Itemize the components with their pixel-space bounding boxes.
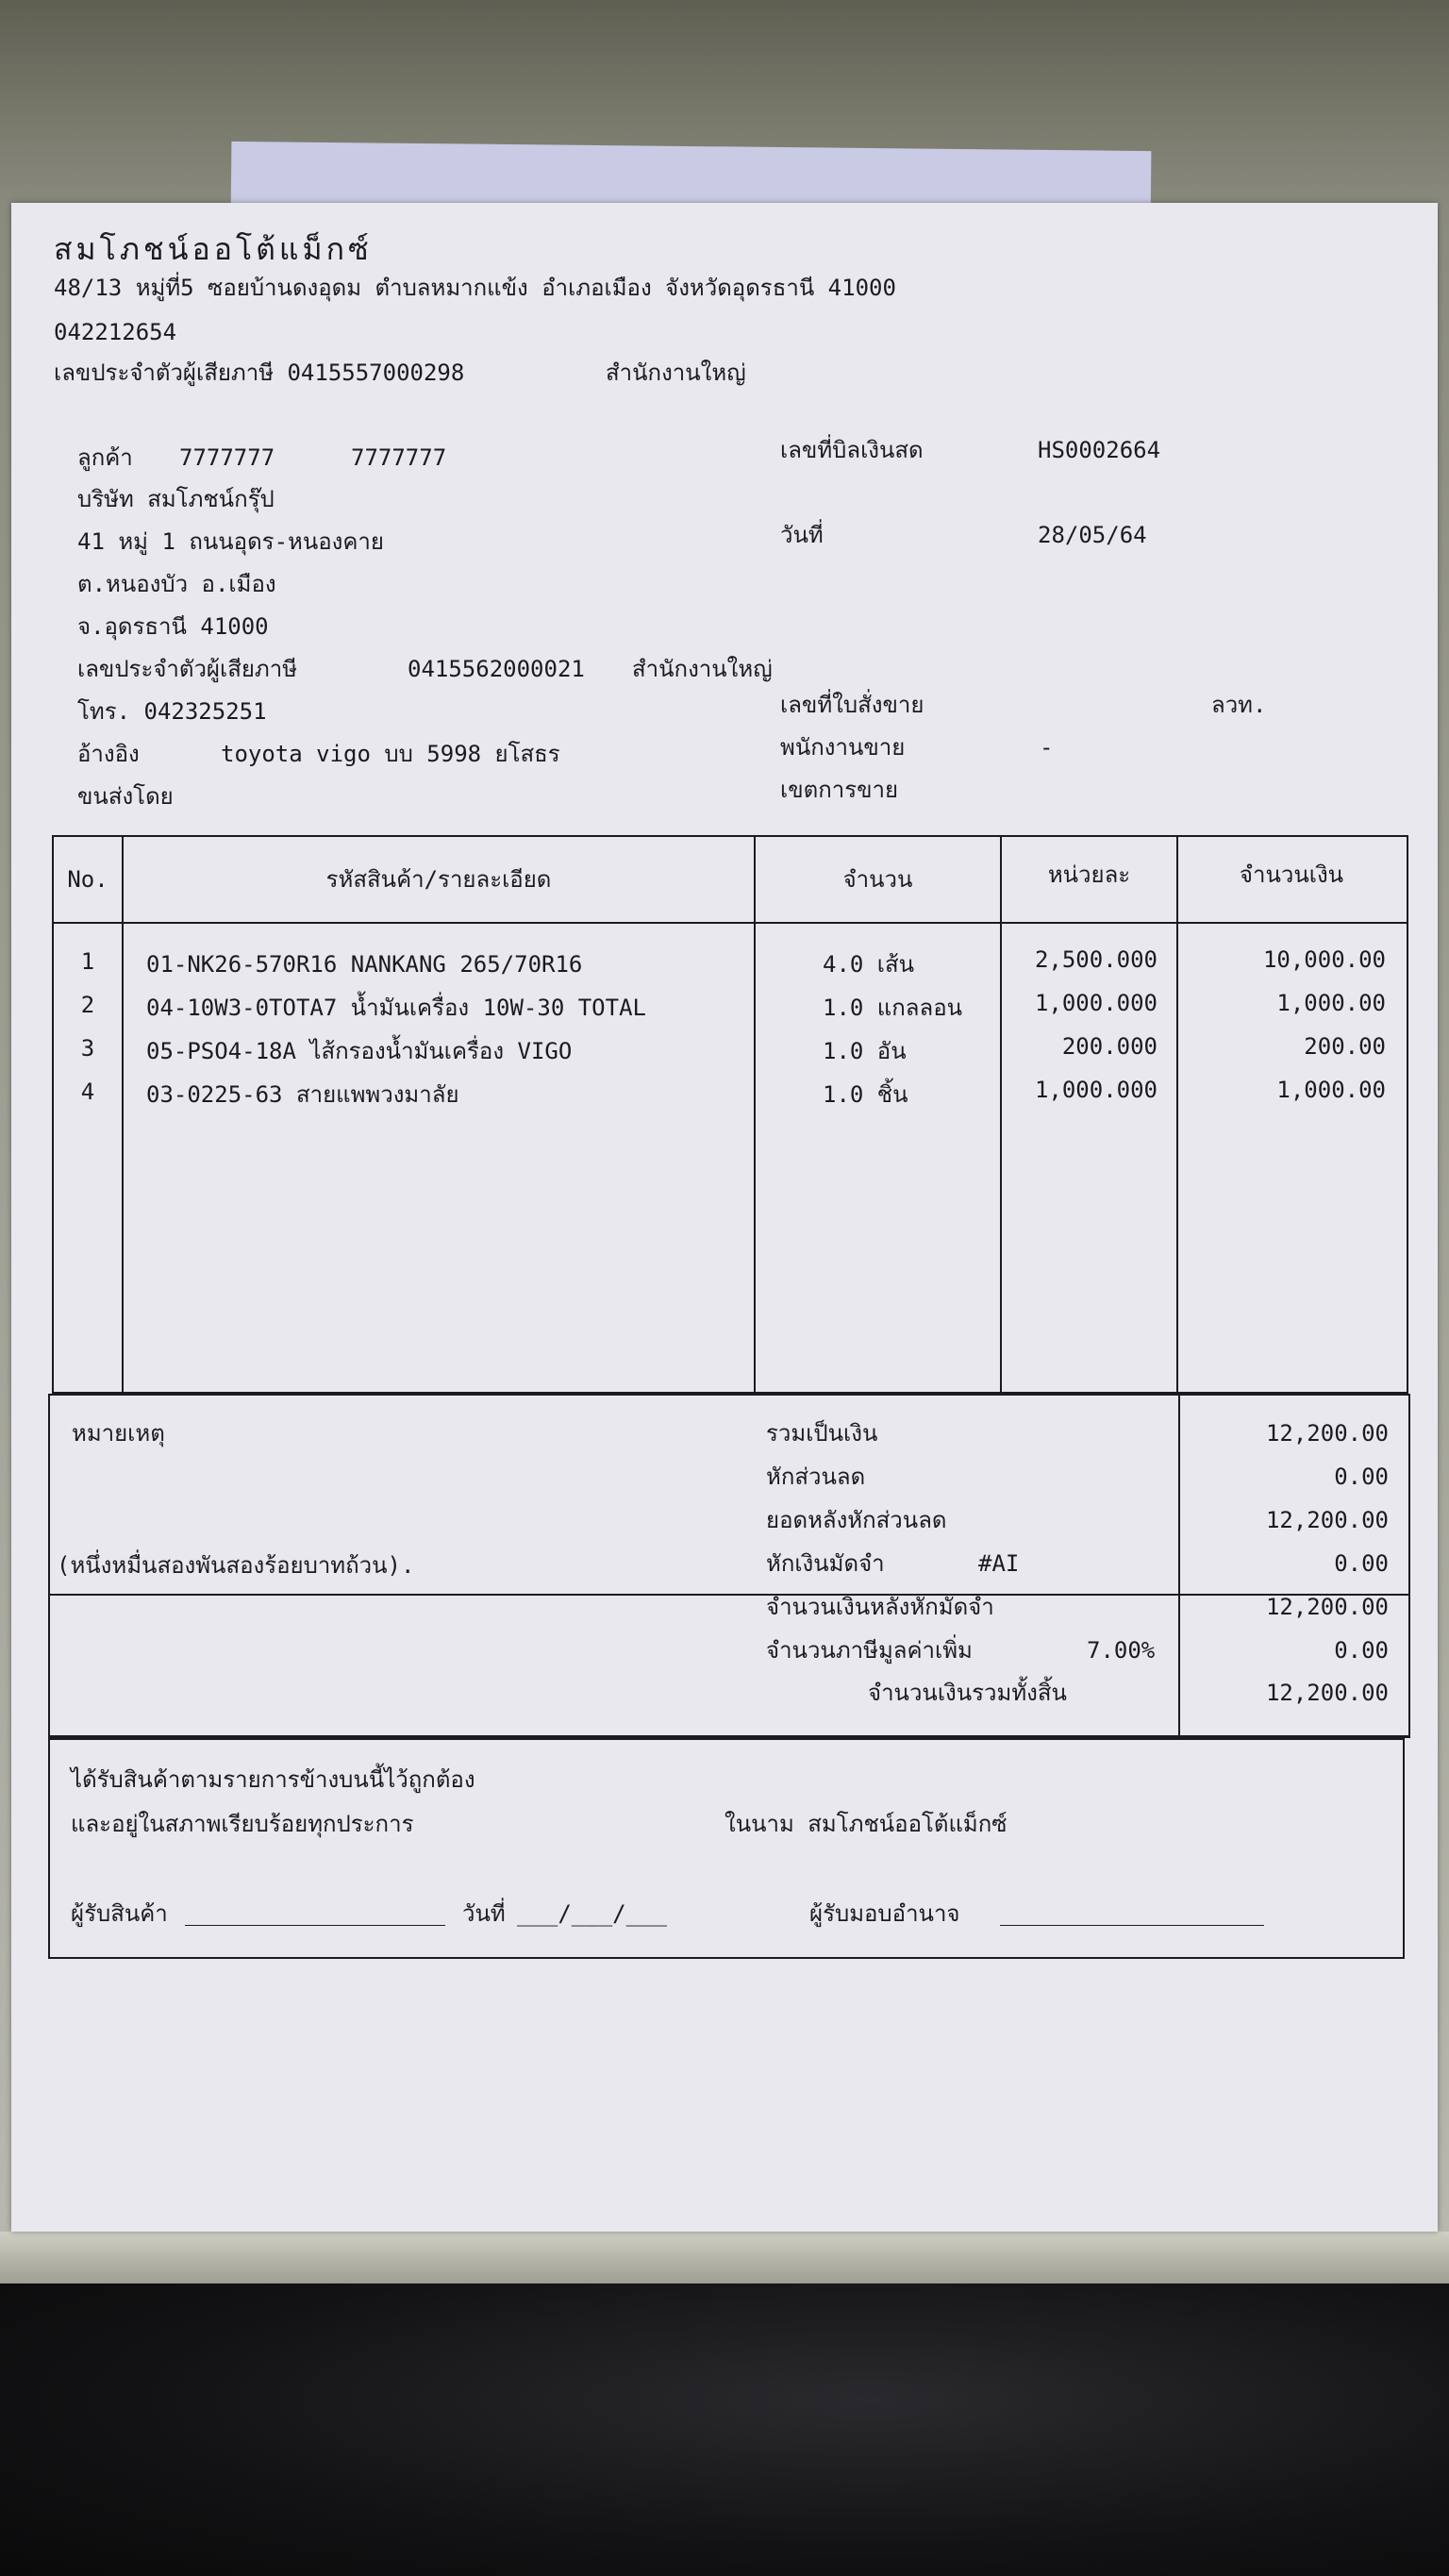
row-quantity: 1.0 ชิ้น [823, 1081, 908, 1108]
row-description: 05-PSO4-18A ไส้กรองน้ำมันเครื่อง VIGO [146, 1038, 573, 1064]
row-description: 03-0225-63 สายแพพวงมาลัย [146, 1081, 459, 1108]
desk-edge [0, 2232, 1449, 2283]
bill-date: 28/05/64 [1038, 522, 1147, 548]
amount-in-words: (หนึ่งหมื่นสองพันสองร้อยบาทถ้วน). [57, 1552, 415, 1579]
remark-label: หมายเหตุ [72, 1420, 165, 1447]
company-phone: 042212654 [54, 319, 177, 345]
after-discount-value: 12,200.00 [1265, 1507, 1389, 1533]
after-discount-label: ยอดหลังหักส่วนลด [766, 1507, 947, 1533]
after-deposit-label: จำนวนเงินหลังหักมัดจำ [766, 1594, 994, 1620]
bill-label: เลขที่บิลเงินสด [780, 437, 924, 463]
row-no: 2 [80, 992, 95, 1018]
grand-total-label: จำนวนเงินรวมทั้งสิ้น [868, 1680, 1067, 1706]
row-description: 04-10W3-0TOTA7 น้ำมันเครื่อง 10W-30 TOTAL [146, 995, 646, 1021]
row-no: 1 [80, 948, 95, 975]
customer-address-2: ต.หนองบัว อ.เมือง [77, 571, 276, 597]
deposit-label: หักเงินมัดจำ [766, 1550, 885, 1577]
row-no: 4 [80, 1079, 95, 1105]
receive-date-label: วันที่ [462, 1900, 506, 1927]
grand-total-value: 12,200.00 [1265, 1680, 1389, 1706]
receiver-signature-line [185, 1925, 445, 1926]
signature-line-1: ได้รับสินค้าตามรายการข้างบนนี้ไว้ถูกต้อง [71, 1766, 475, 1793]
authorized-label: ผู้รับมอบอำนาจ [809, 1900, 960, 1927]
customer-branch: สำนักงานใหญ่ [632, 656, 773, 682]
totals-divider-lower [1178, 1394, 1180, 1736]
vat-rate: 7.00% [1087, 1637, 1156, 1664]
header-unit-price: หน่วยละ [1047, 861, 1131, 888]
signature-line-2: และอยู่ในสภาพเรียบร้อยทุกประการ [71, 1811, 414, 1837]
row-amount: 200.00 [1304, 1033, 1386, 1060]
bill-number: HS0002664 [1038, 437, 1161, 463]
vat-value: 0.00 [1334, 1637, 1389, 1664]
subtotal-label: รวมเป็นเงิน [766, 1420, 878, 1447]
company-tax-id: เลขประจำตัวผู้เสียภาษี 0415557000298 [54, 360, 465, 386]
totals-box-lower [48, 1394, 1410, 1737]
row-amount: 1,000.00 [1276, 990, 1386, 1016]
row-quantity: 4.0 เส้น [823, 951, 915, 978]
customer-tax-id: 0415562000021 [408, 656, 585, 682]
deposit-value: 0.00 [1334, 1550, 1389, 1577]
row-amount: 1,000.00 [1276, 1077, 1386, 1103]
row-unit-price: 1,000.000 [1034, 1077, 1158, 1103]
shipping-label: ขนส่งโดย [77, 783, 174, 810]
reference-label: อ้างอิง [77, 741, 140, 767]
customer-code-2: 7777777 [351, 444, 447, 471]
customer-tax-label: เลขประจำตัวผู้เสียภาษี [77, 656, 298, 682]
reference-value: toyota vigo บบ 5998 ยโสธร [221, 741, 560, 767]
customer-address-1: 41 หมู่ 1 ถนนอุดร-หนองคาย [77, 528, 384, 555]
subtotal-value: 12,200.00 [1265, 1420, 1389, 1447]
customer-phone: โทร. 042325251 [77, 698, 267, 725]
on-behalf-of: ในนาม สมโภชน์ออโต้แม็กซ์ [724, 1811, 1008, 1837]
customer-code: 7777777 [179, 444, 275, 471]
deposit-code: #AI [978, 1550, 1020, 1577]
company-address: 48/13 หมู่ที่5 ซอยบ้านดงอุดม ตำบลหมากแข้ง อำเภอเมือง จังหวัดอุดรธานี 41000 [54, 275, 896, 301]
row-no: 3 [80, 1035, 95, 1062]
header-no: No. [67, 866, 108, 893]
order-label: เลขที่ใบสั่งขาย [780, 692, 924, 718]
discount-value: 0.00 [1334, 1464, 1389, 1490]
header-quantity: จำนวน [842, 866, 913, 893]
company-branch: สำนักงานใหญ่ [606, 360, 746, 386]
receive-date-blank: ___/___/___ [517, 1900, 667, 1927]
customer-label: ลูกค้า [77, 444, 133, 471]
salesperson-label: พนักงานขาย [780, 734, 906, 761]
receiver-label: ผู้รับสินค้า [71, 1900, 168, 1927]
vat-label: จำนวนภาษีมูลค่าเพิ่ม [766, 1637, 973, 1664]
row-quantity: 1.0 แกลลอน [823, 995, 963, 1021]
date-label: วันที่ [780, 522, 824, 548]
sales-area-label: เขตการขาย [780, 777, 899, 803]
customer-name: บริษัท สมโภชน์กรุ๊ป [77, 486, 275, 512]
row-unit-price: 200.000 [1061, 1033, 1158, 1060]
company-name: สมโภชน์ออโต้แม็กซ์ [54, 231, 373, 267]
discount-label: หักส่วนลด [766, 1464, 866, 1490]
header-amount: จำนวนเงิน [1239, 861, 1344, 888]
authorized-signature-line [1000, 1925, 1264, 1926]
header-description: รหัสสินค้า/รายละเอียด [325, 866, 552, 893]
row-quantity: 1.0 อัน [823, 1038, 907, 1064]
salesperson-value: - [1040, 734, 1054, 761]
row-description: 01-NK26-570R16 NANKANG 265/70R16 [146, 951, 583, 978]
row-amount: 10,000.00 [1262, 946, 1386, 973]
row-unit-price: 1,000.000 [1034, 990, 1158, 1016]
dark-background [0, 2283, 1449, 2576]
customer-address-3: จ.อุดรธานี 41000 [77, 613, 269, 640]
row-unit-price: 2,500.000 [1034, 946, 1158, 973]
after-deposit-value: 12,200.00 [1265, 1594, 1389, 1620]
order-value: ลวท. [1211, 692, 1267, 718]
